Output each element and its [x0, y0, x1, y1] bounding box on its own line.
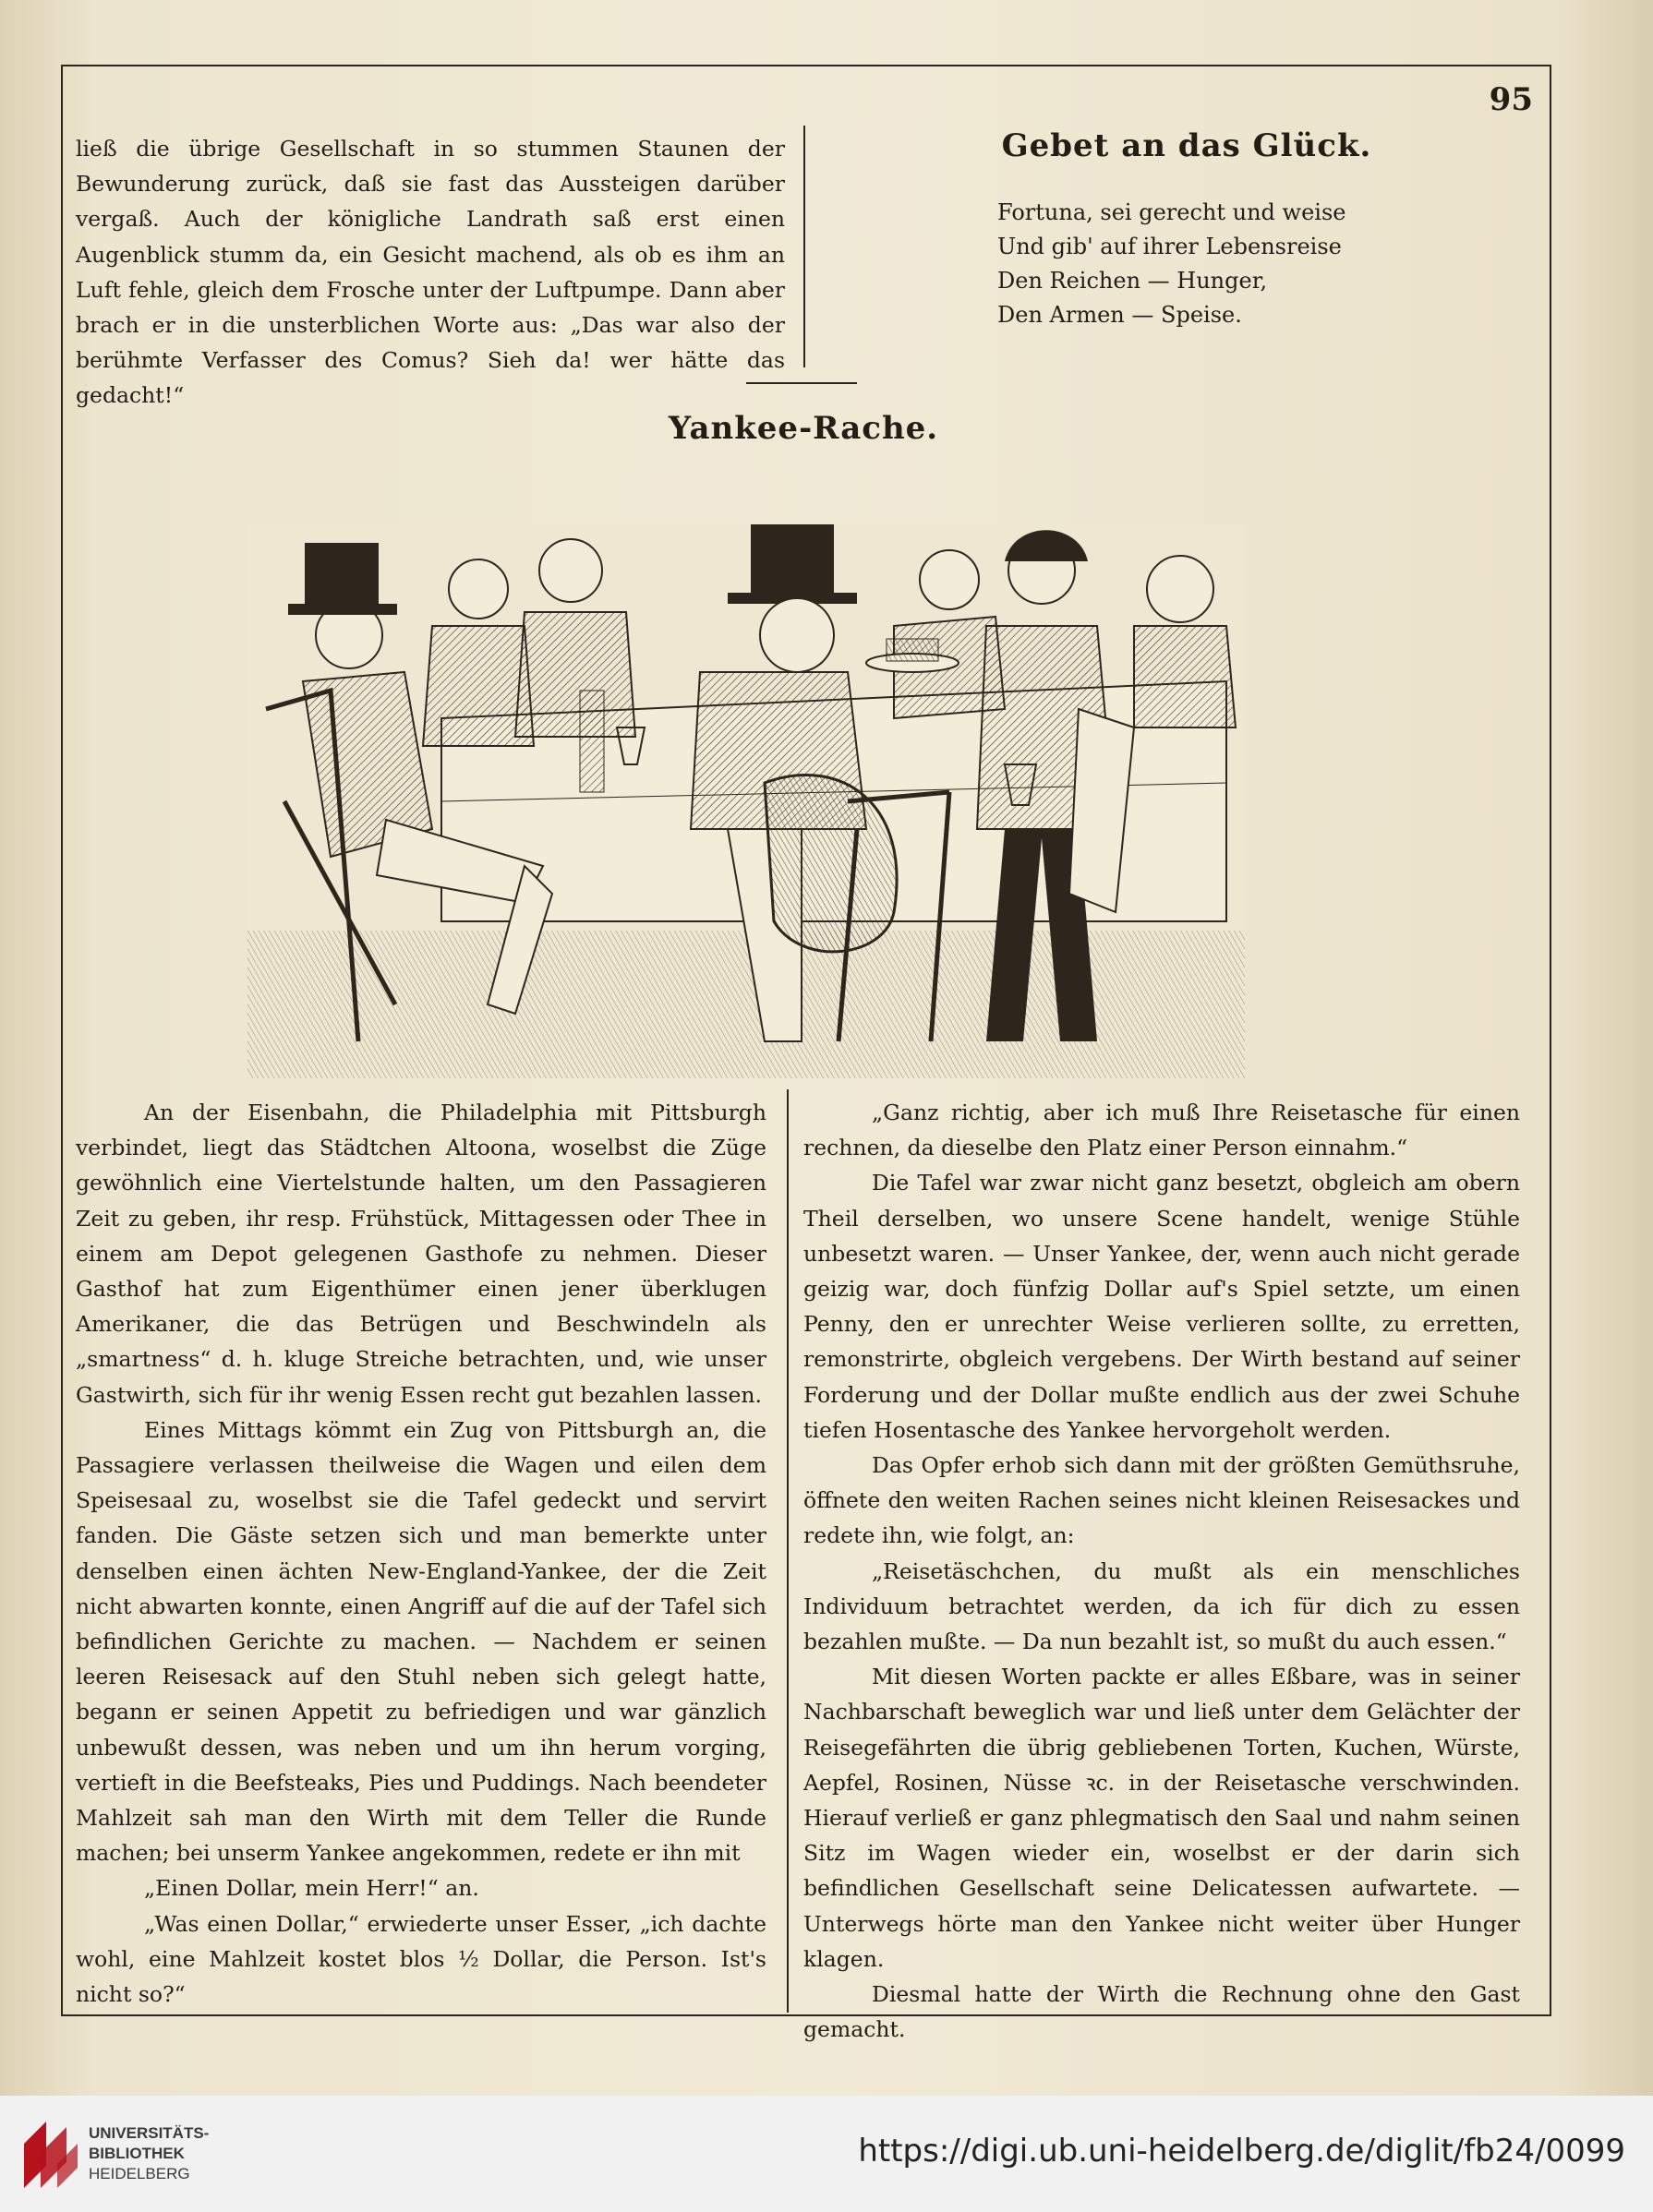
- poem-line: Fortuna, sei gerecht und weise: [997, 199, 1346, 225]
- logo-line: BIBLIOTHEK: [89, 2145, 185, 2162]
- poem-title: Gebet an das Glück.: [1001, 127, 1372, 164]
- page-number: 95: [1489, 81, 1533, 118]
- logo-line: HEIDELBERG: [89, 2165, 190, 2182]
- paragraph: Das Opfer erhob sich dann mit der größten Gemüthsruhe, öffnete den weiten Rachen seines nicht kleinen Reisesackes und redete ihn, wie folgt, an:: [803, 1452, 1520, 1549]
- article-right-column: [803, 1095, 1520, 2047]
- paragraph: Die Tafel war zwar nicht ganz besetzt, obgleich am obern Theil derselben, wo unsere Scene handelt, wenige Stühle unbesetzt waren. — Unser Yankee, der, wenn auch nicht gerade geizig war, doch fünfzig Dollar auf's Spiel setzte, um einen Penny, den er unrechter Weise verlieren sollte, zu erretten, remonstrirte, obgleich vergebens. Der Wirth bestand auf seiner Forderung und der Dollar mußte endlich aus der zwei Schuhe tiefen Hosentasche des Yankee hervorgeholt werden.: [803, 1170, 1520, 1443]
- paragraph: An der Eisenbahn, die Philadelphia mit Pittsburgh verbindet, liegt das Städtchen Altoona, woselbst die Züge gewöhnlich eine Viertelstunde halten, um den Passagieren Zeit zu geben, ihr resp. Frühstück, Mittagessen oder Thee in einem am Depot gelegenen Gasthofe zu nehmen. Dieser Gasthof hat zum Eigenthümer einen jener überklugen Amerikaner, die das Betrügen und Beschwindeln als „smartness“ d. h. kluge Streiche betrachten, und, wie unser Gastwirth, sich für ihr wenig Essen recht gut bezahlen lassen.: [76, 1100, 766, 1408]
- section-rule: [746, 382, 857, 384]
- library-name: [89, 2123, 209, 2184]
- paragraph: „Einen Dollar, mein Herr!“ an.: [144, 1875, 479, 1902]
- poem-line: Den Armen — Speise.: [997, 302, 1242, 328]
- top-left-column: [76, 131, 785, 414]
- column-divider: [803, 126, 805, 367]
- paragraph: ließ die übrige Gesellschaft in so stummen Staunen der Bewunderung zurück, daß sie fast das Aussteigen darüber vergaß. Auch der königliche Landrath saß erst einen Augenblick stumm da, ein Gesicht machend, als ob es ihm an Luft fehle, gleich dem Frosche unter der Luftpumpe. Dann aber brach er in die unsterblichen Worte aus: „Das war also der berühmte Verfasser des Comus? Sieh da! wer hätte das gedacht!“: [76, 136, 785, 409]
- engraving-dining-scene-icon: [247, 524, 1245, 1078]
- footer-bar: [0, 2096, 1653, 2212]
- paragraph: Mit diesen Worten packte er alles Eßbare, was in seiner Nachbarschaft beweglich war und ließ unter dem Gelächter der Reisegefährten die übrig gebliebenen Torten, Kuchen, Würste, Aepfel, Rosinen, Nüsse ꝛc. in der Reisetasche verschwinden. Hierauf verließ er ganz phlegmatisch den Saal und nahm seinen Sitz im Wagen wieder ein, woselbst er der darin sich befindlichen Gesellschaft seine Delicatessen aufwartete. — Unterwegs hörte man den Yankee nicht weiter über Hunger klagen.: [803, 1664, 1520, 1972]
- paragraph: Diesmal hatte der Wirth die Rechnung ohne den Gast gemacht.: [803, 1981, 1520, 2043]
- logo-line: UNIVERSITÄTS-: [89, 2124, 210, 2142]
- paragraph: „Ganz richtig, aber ich muß Ihre Reisetasche für einen rechnen, da dieselbe den Platz einer Person einnahm.“: [803, 1100, 1520, 1161]
- column-divider: [787, 1089, 789, 2013]
- poem: [997, 196, 1385, 332]
- university-library-logo-icon: [18, 2116, 83, 2192]
- poem-line: Den Reichen — Hunger,: [997, 268, 1268, 294]
- article-title: Yankee-Rache.: [668, 410, 939, 447]
- paragraph: Eines Mittags kömmt ein Zug von Pittsburgh an, die Passagiere verlassen theilweise die Wagen und eilen dem Speisesaal zu, woselbst sie die Tafel gedeckt und servirt fanden. Die Gäste setzen sich und man bemerkte unter denselben einen ächten New-England-Yankee, der die Zeit nicht abwarten konnte, einen Angriff auf die auf der Tafel sich befindlichen Gerichte zu machen. — Nachdem er seinen leeren Reisesack auf den Stuhl neben sich gelegt hatte, begann er seinen Appetit zu befriedigen und war gänzlich unbewußt dessen, was neben und um ihn herum vorging, vertieft in die Beefsteaks, Pies und Puddings. Nach beendeter Mahlzeit sah man den Wirth mit dem Teller die Runde machen; bei unserm Yankee angekommen, redete er ihn mit: [76, 1416, 766, 1867]
- paragraph: „Reisetäschchen, du mußt als ein menschliches Individuum betrachtet werden, da ich für dich zu essen bezahlen mußte. — Da nun bezahlt ist, so mußt du auch essen.“: [803, 1557, 1520, 1655]
- article-left-column: [76, 1095, 766, 2012]
- source-url-link[interactable]: https://digi.ub.uni-heidelberg.de/diglit/fb24/0099: [858, 2133, 1625, 2170]
- paragraph: „Was einen Dollar,“ erwiederte unser Esser, „ich dachte wohl, eine Mahlzeit kostet blos ½ Dollar, die Person. Ist's nicht so?“: [76, 1910, 766, 2008]
- poem-line: Und gib' auf ihrer Lebensreise: [997, 234, 1342, 259]
